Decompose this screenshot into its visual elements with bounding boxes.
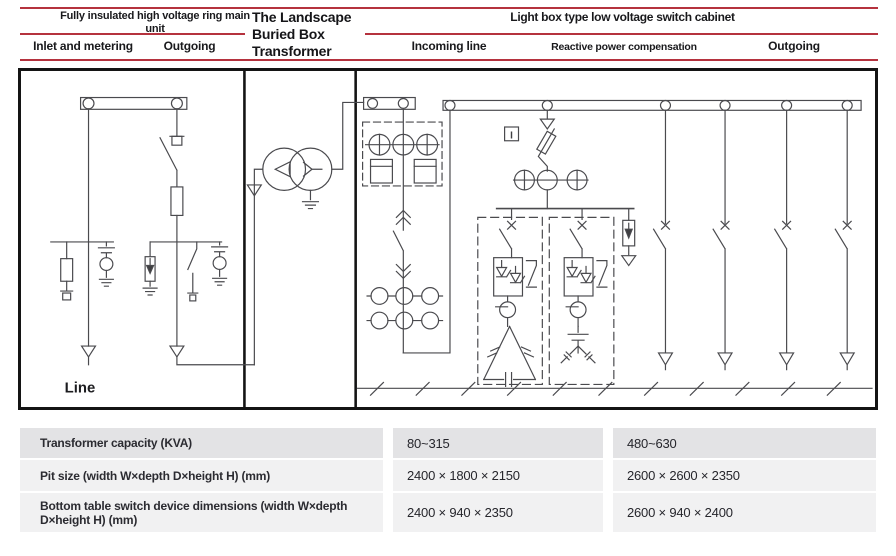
header-rule-top bbox=[20, 7, 878, 9]
transformer-title-line3: Transformer bbox=[252, 43, 332, 60]
instrument-label: I bbox=[510, 130, 513, 142]
pit-size-value-2: 2600 × 2600 × 2350 bbox=[613, 460, 876, 491]
table-row bbox=[20, 493, 876, 532]
transformer-title-line1: The Landscape bbox=[252, 9, 352, 25]
single-line-diagram bbox=[21, 71, 875, 407]
floor-hatch bbox=[358, 382, 872, 395]
row-label-switch-dimensions: Bottom table switch device dimensions (width W×depth D×height H) (mm) bbox=[20, 493, 383, 532]
breaker-symbol bbox=[393, 231, 403, 353]
compensation-module-1 bbox=[478, 217, 543, 384]
row-label-capacity: Transformer capacity (KVA) bbox=[20, 428, 383, 458]
table-row bbox=[20, 460, 876, 491]
reactive-power-compensation bbox=[478, 110, 636, 386]
transformer-winding-wye bbox=[289, 148, 332, 190]
transformer-title bbox=[252, 9, 372, 60]
wye-capacitor-bank bbox=[561, 326, 595, 362]
incoming-busbar bbox=[364, 98, 416, 110]
lv-col-reactive: Reactive power compensation bbox=[551, 41, 697, 53]
lv-incoming-line bbox=[363, 98, 450, 353]
header-rule-mid-right bbox=[365, 33, 878, 35]
section-dividers bbox=[244, 71, 355, 407]
transformer-winding-delta bbox=[263, 148, 306, 190]
row-label-pit-size: Pit size (width W×depth D×height H) (mm) bbox=[20, 460, 383, 491]
lv-col-incoming: Incoming line bbox=[411, 39, 487, 53]
buried-box-transformer bbox=[247, 102, 363, 364]
thyristor-branch bbox=[564, 221, 607, 326]
line-label: Line bbox=[64, 380, 96, 397]
hv-section-title: Fully insulated high voltage ring main unit bbox=[60, 10, 250, 35]
hv-ring-main-unit bbox=[51, 98, 255, 365]
fuse-symbol bbox=[171, 187, 183, 215]
lv-col-outgoing: Outgoing bbox=[768, 39, 820, 53]
lv-outgoing-feeders bbox=[654, 110, 855, 369]
pit-size-value-1: 2400 × 1800 × 2150 bbox=[393, 460, 603, 491]
surge-arrester bbox=[622, 220, 636, 265]
spec-table bbox=[20, 428, 876, 534]
ground-symbol bbox=[303, 190, 319, 208]
capacity-value-2: 480~630 bbox=[613, 428, 876, 458]
hv-col-inlet-metering: Inlet and metering bbox=[33, 39, 133, 53]
hv-col-outgoing: Outgoing bbox=[163, 39, 216, 53]
switch-dimensions-value-2: 2600 × 940 × 2400 bbox=[613, 493, 876, 532]
outgoing-feeder bbox=[713, 110, 732, 369]
lv-main-busbar bbox=[443, 100, 861, 110]
transformer-title-line2: Buried Box bbox=[252, 26, 325, 43]
table-row bbox=[20, 428, 876, 458]
delta-capacitor-bank bbox=[484, 326, 536, 386]
ground-symbol bbox=[99, 270, 113, 286]
fuse-symbol bbox=[61, 259, 73, 282]
outgoing-feeder bbox=[775, 110, 794, 369]
header-rule-bottom bbox=[20, 59, 878, 61]
capacity-value-1: 80~315 bbox=[393, 428, 603, 458]
outgoing-feeder bbox=[654, 110, 673, 369]
voltage-transformer-symbol bbox=[100, 258, 113, 271]
diagram-frame bbox=[18, 68, 878, 410]
thyristor-branch bbox=[494, 221, 537, 326]
outgoing-feeder bbox=[835, 110, 854, 369]
compensation-module-2 bbox=[549, 217, 614, 384]
lv-section-title: Light box type low voltage switch cabinet bbox=[510, 10, 735, 24]
fuse-switch-symbol bbox=[538, 129, 554, 171]
switch-dimensions-value-1: 2400 × 940 × 2350 bbox=[393, 493, 603, 532]
